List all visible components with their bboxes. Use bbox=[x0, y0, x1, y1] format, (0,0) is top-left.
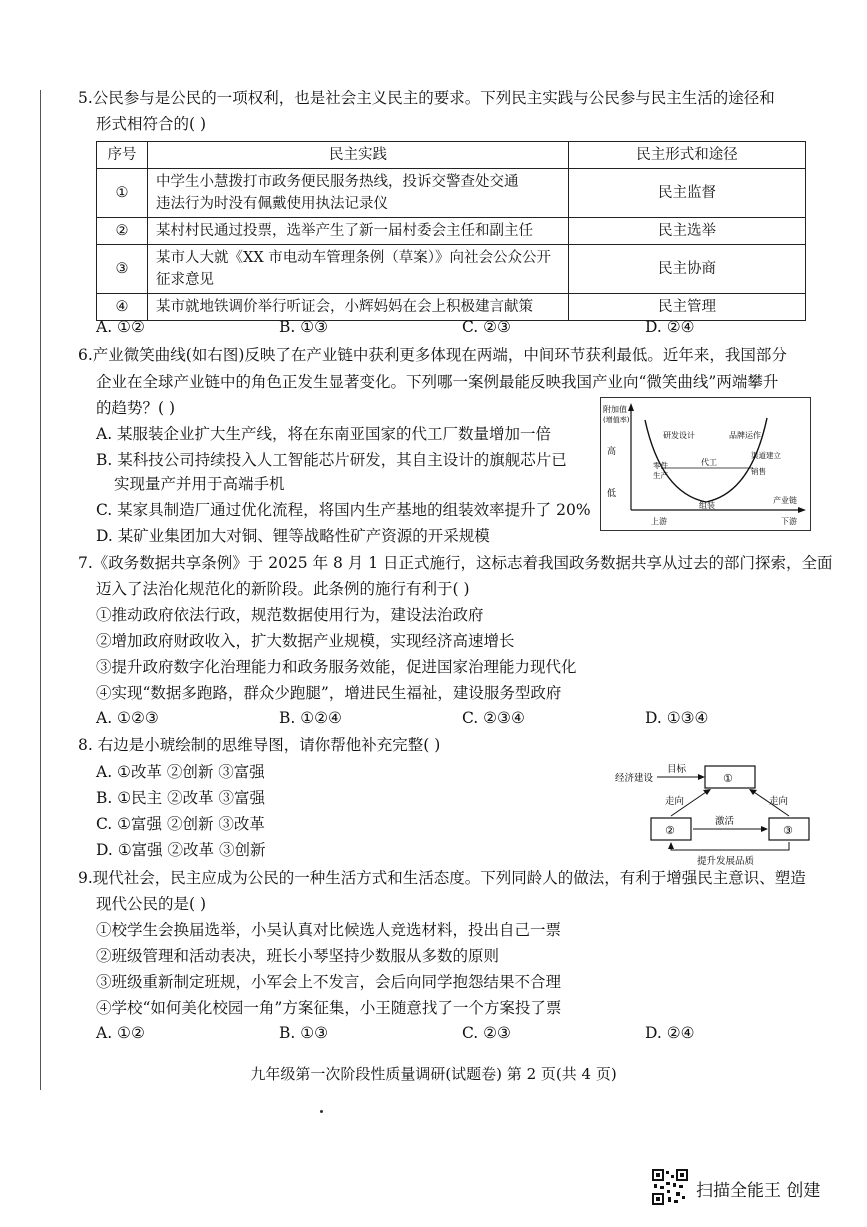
row-num: ② bbox=[97, 218, 148, 245]
q9-item-4: ④学校“如何美化校园一角”方案征集，小王随意找了一个方案投了票 bbox=[96, 999, 562, 1017]
q9-option-d[interactable]: D. ②④ bbox=[645, 1024, 695, 1042]
fig-low: 低 bbox=[607, 489, 617, 499]
q6-option-c[interactable]: C. 某家具制造厂通过优化流程，将国内生产基地的组装效率提升了 20% bbox=[96, 501, 591, 519]
q5-header-form: 民主形式和途径 bbox=[569, 142, 806, 169]
smile-curve-figure bbox=[600, 397, 811, 531]
q6-stem-line1: 6.产业微笑曲线(如右图)反映了在产业链中获利更多体现在两端，中间环节获利最低。近年来，我国部分 bbox=[78, 346, 787, 364]
mm-goal-arrowhead-icon bbox=[698, 774, 705, 780]
mind-map-figure bbox=[605, 758, 815, 868]
fig-assembly: 组装 bbox=[699, 501, 715, 510]
mm-goal: 目标 bbox=[667, 764, 687, 775]
q7-stem-line2: 迈入了法治化规范化的新阶段。此条例的施行有利于( ) bbox=[96, 580, 470, 598]
q9-stem-line1: 9.现代社会，民主应成为公民的一种生活方式和生活态度。下列同龄人的做法，有利于增强民主意识、塑造 bbox=[78, 869, 806, 887]
q5-stem-line2: 形式相符合的( ) bbox=[96, 115, 207, 133]
scanner-watermark: 扫描全能王 创建 bbox=[696, 1181, 821, 1201]
q8-option-a[interactable]: A. ①改革 ②创新 ③富强 bbox=[96, 763, 265, 781]
binding-margin-line bbox=[40, 90, 41, 1090]
fig-channel: 渠道建立 bbox=[751, 451, 781, 460]
q6-option-b-line1[interactable]: B. 某科技公司持续投入人工智能芯片研发，其自主设计的旗舰芯片已 bbox=[96, 451, 567, 469]
mm-quality-arrowhead-icon bbox=[668, 842, 674, 849]
table-row bbox=[97, 294, 806, 321]
table-row bbox=[97, 169, 806, 218]
q5-options bbox=[96, 318, 828, 336]
page-footer: 九年级第一次阶段性质量调研(试题卷) 第 2 页(共 4 页) bbox=[250, 1065, 617, 1083]
table-row bbox=[97, 218, 806, 245]
fig-brand: 品牌运作 bbox=[729, 431, 761, 440]
q5-option-a[interactable]: A. ①② bbox=[96, 318, 145, 336]
qr-code-icon bbox=[652, 1169, 688, 1205]
q9-option-a[interactable]: A. ①② bbox=[96, 1024, 145, 1042]
q7-item-3: ③提升政府数字化治理能力和政务服务效能，促进国家治理能力现代化 bbox=[96, 658, 577, 676]
q7-item-4: ④实现“数据多跑路，群众少跑腿”，增进民生福祉，建设服务型政府 bbox=[96, 684, 562, 702]
row-num: ④ bbox=[97, 294, 148, 321]
q9-item-1: ①校学生会换届选举，小吴认真对比候选人竞选材料，投出自己一票 bbox=[96, 921, 562, 939]
q7-option-b[interactable]: B. ①②④ bbox=[279, 709, 342, 727]
mm-box-1-label: ① bbox=[723, 772, 733, 785]
row-num: ③ bbox=[97, 245, 148, 294]
row-num: ① bbox=[97, 169, 148, 218]
q7-item-1: ①推动政府依法行政，规范数据使用行为，建设法治政府 bbox=[96, 606, 484, 624]
fig-sales: 销售 bbox=[751, 467, 766, 476]
fig-high: 高 bbox=[607, 447, 617, 457]
row-practice bbox=[148, 294, 569, 321]
x-axis-arrow-icon bbox=[798, 507, 806, 513]
fig-parts-2: 生产 bbox=[653, 471, 668, 480]
q9-item-2: ②班级管理和活动表决，班长小琴坚持少数服从多数的原则 bbox=[96, 947, 500, 965]
q9-options bbox=[96, 1024, 828, 1042]
mm-activate-arrowhead-icon bbox=[761, 826, 768, 832]
mm-box-2-label: ② bbox=[665, 824, 675, 837]
q9-option-b[interactable]: B. ①③ bbox=[279, 1024, 329, 1042]
practice-line: 违法行为时没有佩戴使用执法记录仪 bbox=[156, 196, 388, 212]
fig-oem: 代工 bbox=[701, 458, 717, 467]
row-practice bbox=[148, 169, 569, 218]
q5-table-header-row bbox=[97, 142, 806, 169]
practice-line: 征求意见 bbox=[156, 272, 214, 288]
practice-line: 某市人大就《XX 市电动车管理条例（草案）》向社会公众公开 bbox=[156, 250, 552, 266]
q9-item-3: ③班级重新制定班规，小军会上不发言，会后向同学抱怨结果不合理 bbox=[96, 973, 562, 991]
mm-to-right: 走向 bbox=[769, 796, 789, 807]
mm-activate: 激活 bbox=[715, 816, 735, 827]
fig-upstream: 上游 bbox=[651, 517, 667, 526]
row-form: 民主协商 bbox=[569, 245, 806, 294]
q7-option-a[interactable]: A. ①②③ bbox=[96, 709, 159, 727]
q6-option-a[interactable]: A. 某服装企业扩大生产线，将在东南亚国家的代工厂数量增加一倍 bbox=[96, 425, 552, 443]
scan-speck bbox=[320, 1110, 323, 1113]
row-form: 民主监督 bbox=[569, 169, 806, 218]
q6-option-d[interactable]: D. 某矿业集团加大对铜、锂等战略性矿产资源的开采规模 bbox=[96, 527, 490, 545]
fig-downstream: 下游 bbox=[781, 517, 797, 526]
mm-box-3-label: ③ bbox=[783, 824, 793, 837]
q8-option-b[interactable]: B. ①民主 ②改革 ③富强 bbox=[96, 789, 265, 807]
y-axis-arrow-icon bbox=[628, 403, 634, 411]
q7-option-c[interactable]: C. ②③④ bbox=[462, 709, 525, 727]
q5-option-d[interactable]: D. ②④ bbox=[645, 318, 695, 336]
q5-header-practice: 民主实践 bbox=[148, 142, 569, 169]
fig-chain: 产业链 bbox=[773, 496, 797, 505]
mm-quality: 提升发展品质 bbox=[697, 856, 755, 867]
practice-line: 中学生小慧拨打市政务便民服务热线，投诉交警查处交通 bbox=[156, 174, 519, 190]
fig-parts-1: 零件 bbox=[653, 461, 668, 470]
q7-option-d[interactable]: D. ①③④ bbox=[645, 709, 709, 727]
q5-stem-line1: 5.公民参与是公民的一项权利，也是社会主义民主的要求。下列民主实践与公民参与民主生活的途径和 bbox=[78, 89, 775, 107]
mm-econ: 经济建设 bbox=[615, 773, 654, 784]
q5-header-num: 序号 bbox=[97, 142, 148, 169]
mm-to-left: 走向 bbox=[665, 796, 685, 807]
row-form: 民主选举 bbox=[569, 218, 806, 245]
fig-ylabel-2: (增值率) bbox=[603, 416, 630, 424]
row-practice bbox=[148, 245, 569, 294]
q5-option-b[interactable]: B. ①③ bbox=[279, 318, 329, 336]
row-form: 民主管理 bbox=[569, 294, 806, 321]
mm-quality-arrow bbox=[671, 842, 789, 850]
q8-stem: 8. 右边是小琥绘制的思维导图，请你帮他补充完整( ) bbox=[78, 736, 441, 754]
q9-option-c[interactable]: C. ②③ bbox=[462, 1024, 511, 1042]
q8-option-c[interactable]: C. ①富强 ②创新 ③改革 bbox=[96, 815, 265, 833]
q9-stem-line2: 现代公民的是( ) bbox=[96, 895, 207, 913]
q6-stem-line3: 的趋势？( ) bbox=[96, 399, 176, 417]
table-row bbox=[97, 245, 806, 294]
q6-option-b-line2[interactable]: 实现量产并用于高端手机 bbox=[114, 475, 285, 493]
q7-item-2: ②增加政府财政收入，扩大数据产业规模，实现经济高速增长 bbox=[96, 632, 515, 650]
q5-option-c[interactable]: C. ②③ bbox=[462, 318, 511, 336]
row-practice bbox=[148, 218, 569, 245]
mm-right-arrowhead-icon bbox=[749, 789, 757, 795]
q7-options bbox=[96, 709, 828, 727]
q6-stem-line2: 企业在全球产业链中的角色正发生显著变化。下列哪一案例最能反映我国产业向“微笑曲线”两端攀升 bbox=[96, 373, 779, 391]
practice-line: 某村村民通过投票，选举产生了新一届村委会主任和副主任 bbox=[156, 223, 533, 239]
q7-stem-line1: 7.《政务数据共享条例》于 2025 年 8 月 1 日正式施行，这标志着我国政务数据共享从过去的部门探索，全面 bbox=[78, 554, 833, 572]
practice-line: 某市就地铁调价举行听证会，小辉妈妈在会上积极建言献策 bbox=[156, 299, 533, 315]
fig-rd: 研发设计 bbox=[663, 431, 695, 440]
mm-left-arrowhead-icon bbox=[703, 789, 711, 795]
q5-table bbox=[96, 141, 806, 321]
fig-ylabel-1: 附加值 bbox=[603, 405, 627, 414]
q8-option-d[interactable]: D. ①富强 ②改革 ③创新 bbox=[96, 841, 266, 859]
